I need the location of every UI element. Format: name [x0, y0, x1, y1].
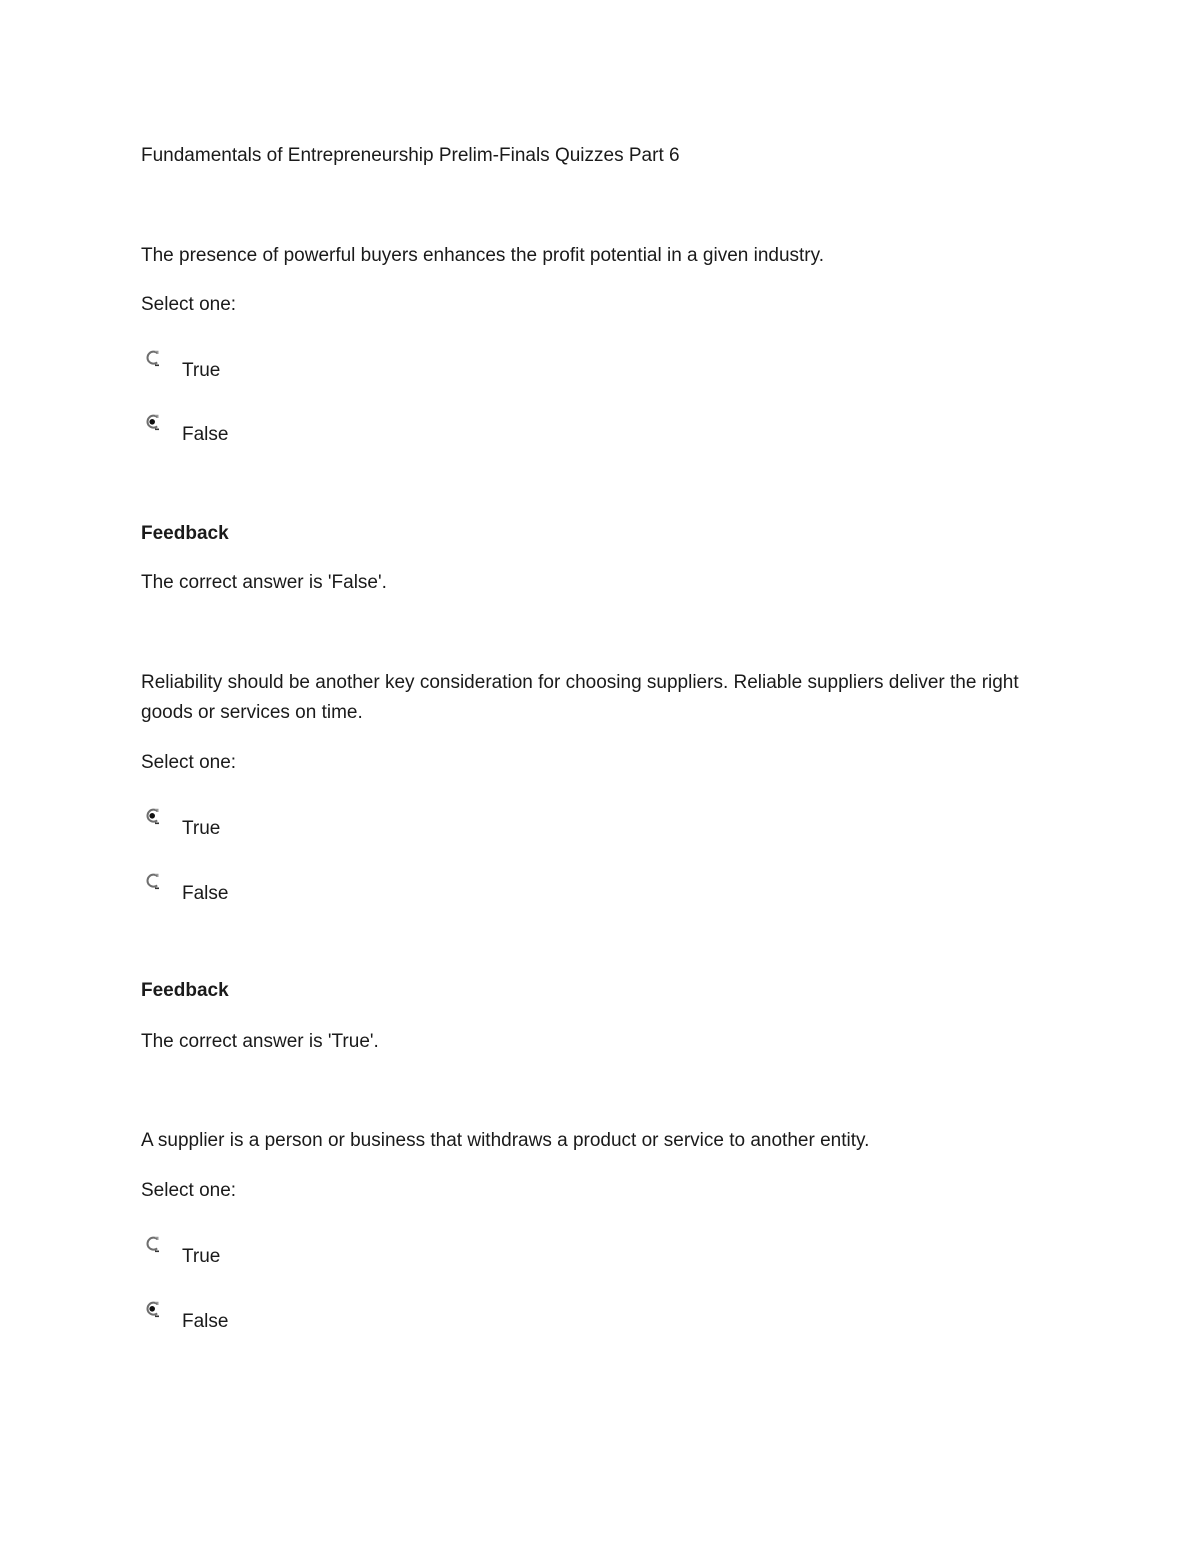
option-label: False	[182, 1311, 229, 1332]
radio-unselected-icon[interactable]	[143, 1234, 163, 1254]
question-1-option-false[interactable]	[143, 412, 343, 445]
question-3-option-true[interactable]	[143, 1234, 343, 1267]
question-1-option-true[interactable]	[143, 348, 343, 381]
question-3-prompt: Select one:	[141, 1180, 237, 1201]
option-label: True	[182, 818, 221, 839]
question-2-feedback-heading: Feedback	[141, 980, 229, 1001]
question-1-feedback-text: The correct answer is 'False'.	[141, 572, 387, 593]
question-3-text: A supplier is a person or business that withdraws a product or service to another entity.	[141, 1130, 870, 1151]
option-label: False	[182, 883, 229, 904]
document-title: Fundamentals of Entrepreneurship Prelim-Finals Quizzes Part 6	[141, 145, 680, 166]
radio-unselected-icon[interactable]	[143, 348, 163, 368]
question-2-option-true[interactable]	[143, 806, 343, 839]
radio-selected-icon[interactable]	[143, 806, 163, 826]
option-label: False	[182, 424, 229, 445]
question-3-option-false[interactable]	[143, 1299, 343, 1332]
option-label: True	[182, 1246, 221, 1267]
question-2-feedback-text: The correct answer is 'True'.	[141, 1031, 379, 1052]
question-1-prompt: Select one:	[141, 294, 237, 315]
question-2-prompt: Select one:	[141, 752, 237, 773]
question-1-text: The presence of powerful buyers enhances the profit potential in a given industry.	[141, 245, 824, 266]
radio-selected-icon[interactable]	[143, 1299, 163, 1319]
radio-selected-icon[interactable]	[143, 412, 163, 432]
question-2-text: Reliability should be another key consideration for choosing suppliers. Reliable suppliers deliver the right goods or services on time.	[141, 672, 1019, 723]
question-2-option-false[interactable]	[143, 871, 343, 904]
radio-unselected-icon[interactable]	[143, 871, 163, 891]
question-1-feedback-heading: Feedback	[141, 523, 229, 544]
option-label: True	[182, 360, 221, 381]
